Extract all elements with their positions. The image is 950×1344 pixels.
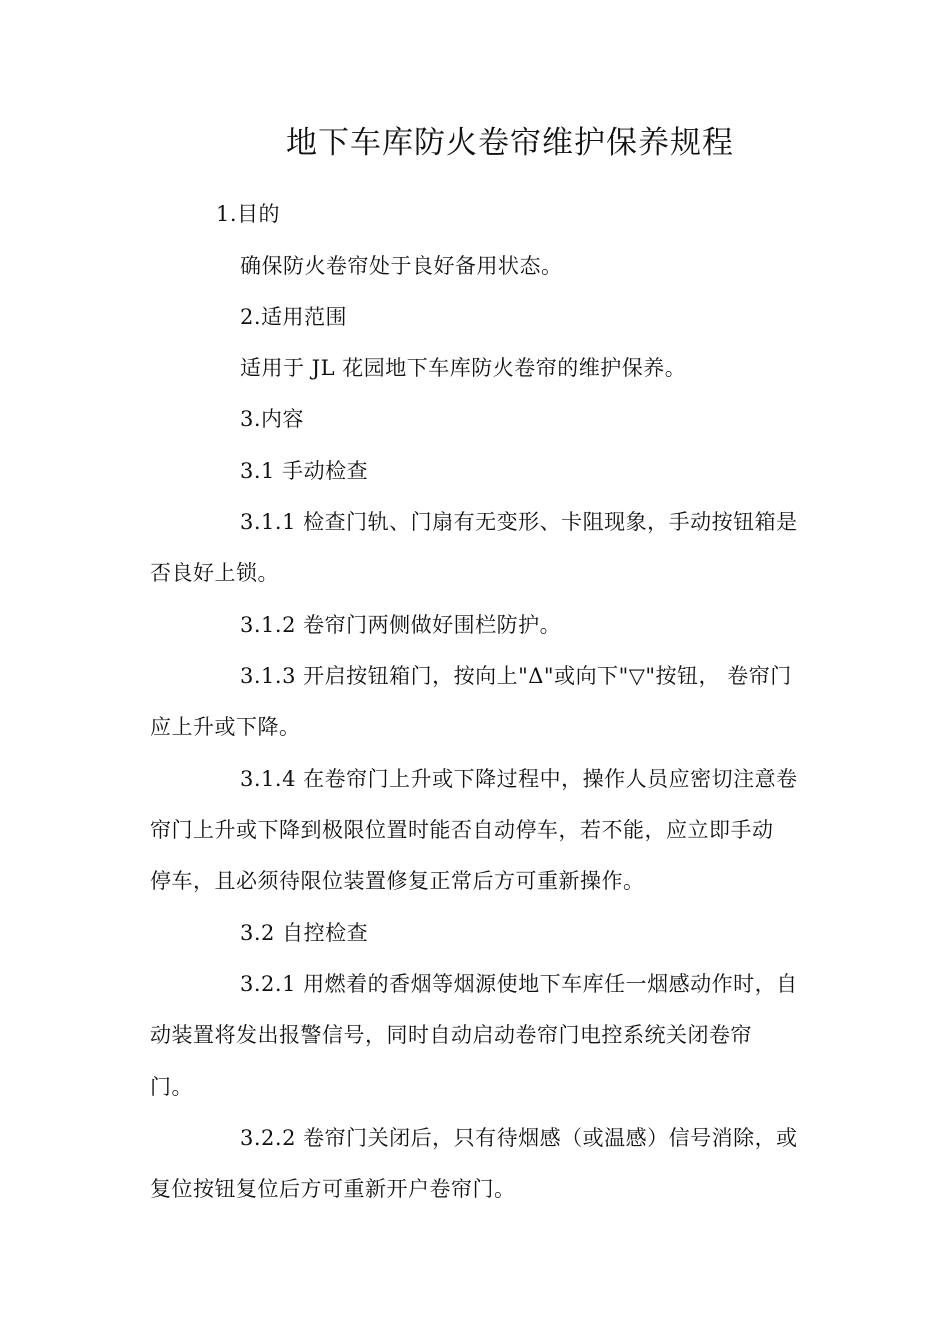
paragraph-line: 复位按钮复位后方可重新开户卷帘门。 bbox=[150, 1177, 516, 1201]
paragraph-line: 3.1.3 开启按钮箱门，按向上"Δ"或向下"▽"按钮， 卷帘门 bbox=[240, 664, 792, 688]
paragraph-line: 3.2.1 用燃着的香烟等烟源使地下车库任一烟感动作时，自 bbox=[240, 972, 798, 996]
paragraph-line: 门。 bbox=[150, 1075, 193, 1099]
paragraph-line: 停车，且必须待限位装置修复正常后方可重新操作。 bbox=[150, 869, 645, 893]
paragraph-line: 否良好上锁。 bbox=[150, 561, 279, 585]
paragraph-line: 3.1.4 在卷帘门上升或下降过程中，操作人员应密切注意卷 bbox=[240, 767, 798, 791]
paragraph-line: 3.1.2 卷帘门两侧做好围栏防护。 bbox=[240, 613, 562, 637]
subsection-heading-auto: 3.2 自控检查 bbox=[240, 921, 369, 945]
section-heading-content: 3.内容 bbox=[240, 407, 305, 431]
paragraph-line: 3.1.1 检查门轨、门扇有无变形、卡阻现象，手动按钮箱是 bbox=[240, 510, 798, 534]
document-title: 地下车库防火卷帘维护保养规程 bbox=[286, 125, 734, 161]
paragraph-line: 应上升或下降。 bbox=[150, 715, 301, 739]
paragraph-line: 适用于 JL 花园地下车库防火卷帘的维护保养。 bbox=[240, 356, 687, 380]
paragraph-line: 帘门上升或下降到极限位置时能否自动停车，若不能，应立即手动 bbox=[150, 818, 774, 842]
paragraph-line: 确保防火卷帘处于良好备用状态。 bbox=[240, 254, 563, 278]
section-heading-purpose: 1.目的 bbox=[216, 202, 281, 226]
paragraph-line: 3.2.2 卷帘门关闭后，只有待烟感（或温感）信号消除，或 bbox=[240, 1126, 798, 1150]
subsection-heading-manual: 3.1 手动检查 bbox=[240, 459, 369, 483]
paragraph-line: 动装置将发出报警信号，同时自动启动卷帘门电控系统关闭卷帘 bbox=[150, 1023, 752, 1047]
section-heading-scope: 2.适用范围 bbox=[240, 305, 348, 329]
